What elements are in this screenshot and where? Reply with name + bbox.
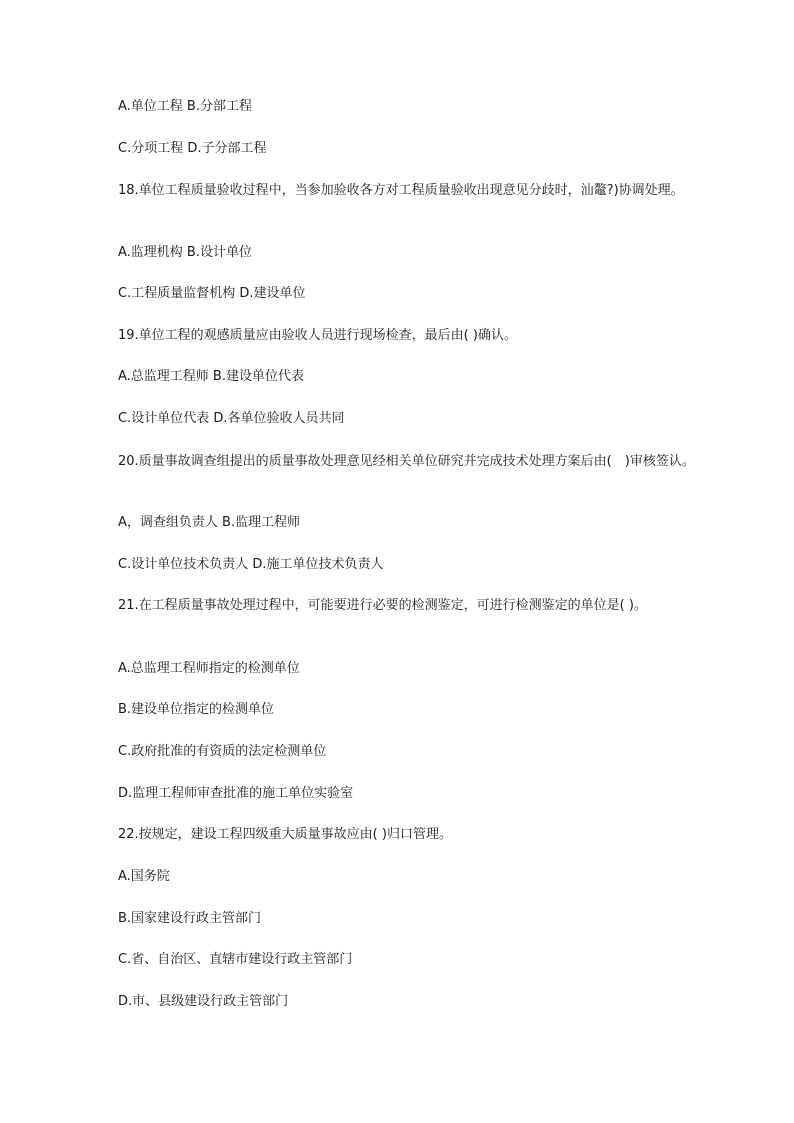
question-19: 19.单位工程的观感质量应由验收人员进行现场检查，最后由( )确认。 xyxy=(118,328,517,343)
option-line: B.国家建设行政主管部门 xyxy=(118,911,262,926)
option-line: B.建设单位指定的检测单位 xyxy=(118,702,275,717)
question-21: 21.在工程质量事故处理过程中，可能要进行必要的检测鉴定，可进行检测鉴定的单位是( )。 xyxy=(118,598,647,613)
option-line: C.工程质量监督机构 D.建设单位 xyxy=(118,286,306,301)
option-line: A.监理机构 B.设计单位 xyxy=(118,245,252,260)
option-line: A.单位工程 B.分部工程 xyxy=(118,99,252,114)
option-line: D.市、县级建设行政主管部门 xyxy=(118,994,289,1009)
question-22: 22.按规定，建设工程四级重大质量事故应由( )归口管理。 xyxy=(118,827,452,842)
option-line: C.政府批准的有资质的法定检测单位 xyxy=(118,744,327,759)
question-18: 18.单位工程质量验收过程中，当参加验收各方对工程质量验收出现意见分歧时，汕鼇?)协调处理。 xyxy=(118,183,684,198)
option-line: C.分项工程 D.子分部工程 xyxy=(118,141,267,156)
option-line: C.设计单位代表 D.各单位验收人员共同 xyxy=(118,411,345,426)
option-line: A.国务院 xyxy=(118,869,170,884)
option-line: C.设计单位技术负责人 D.施工单位技术负责人 xyxy=(118,557,384,572)
option-line: A.总监理工程师 B.建设单位代表 xyxy=(118,369,304,384)
question-20: 20.质量事故调查组提出的质量事故处理意见经相关单位研究并完成技术处理方案后由( )审核签认。 xyxy=(118,454,695,469)
option-line: A.总监理工程师指定的检测单位 xyxy=(118,661,300,676)
option-line: D.监理工程师审查批准的施工单位实验室 xyxy=(118,786,354,801)
option-line: C.省、自治区、直辖市建设行政主管部门 xyxy=(118,952,353,967)
option-line: A，调查组负责人 B.监理工程师 xyxy=(118,515,301,530)
